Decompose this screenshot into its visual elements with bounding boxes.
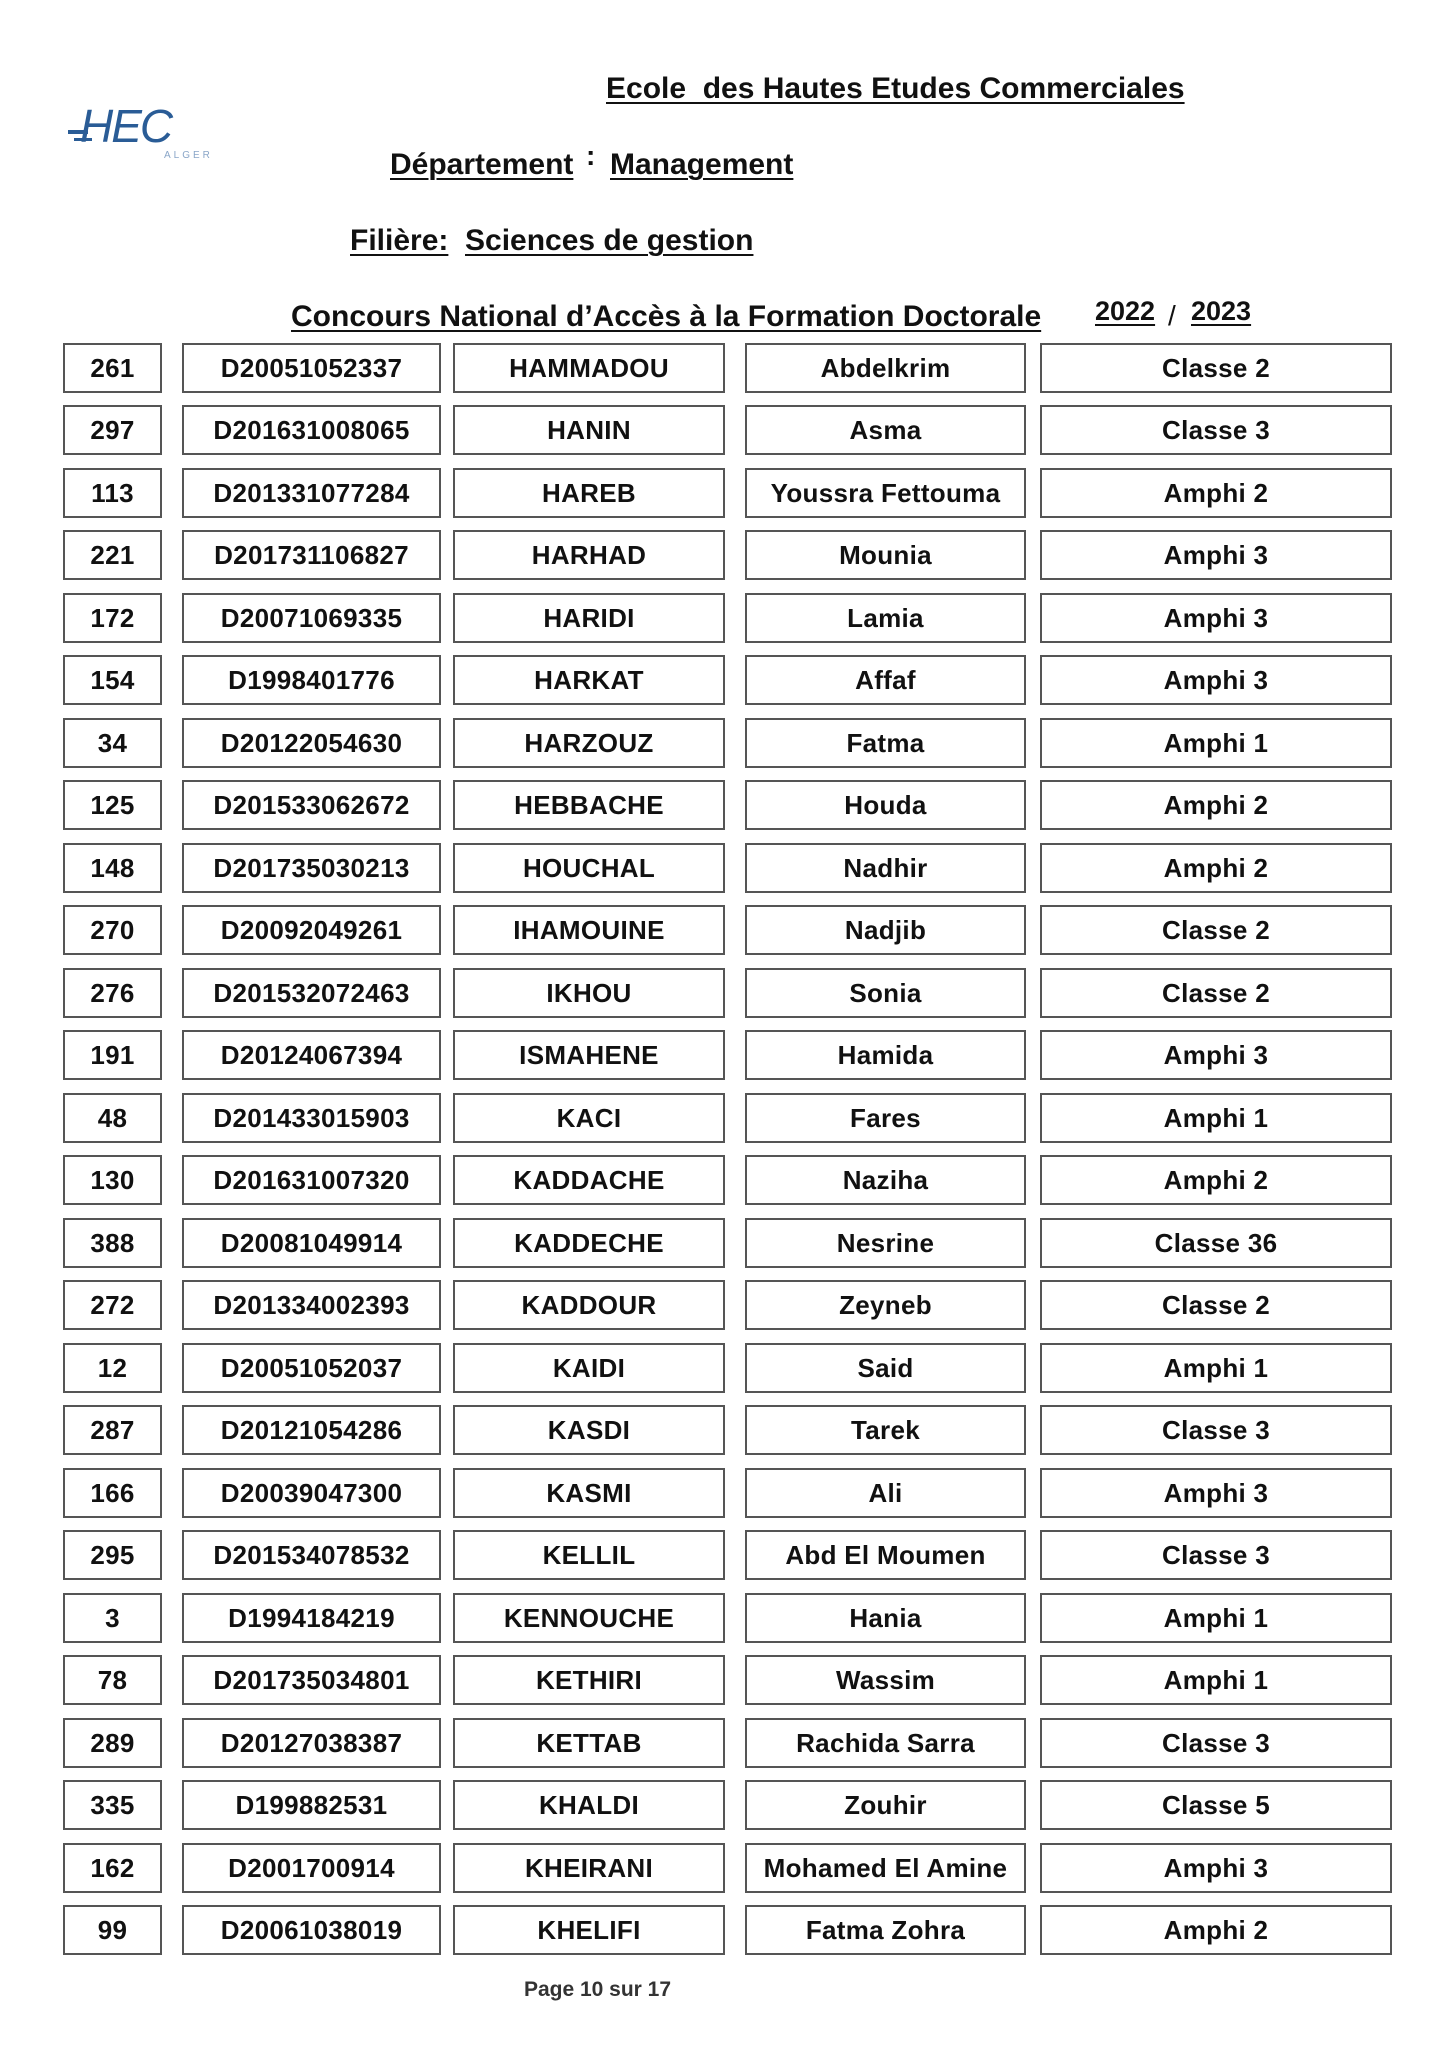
table-row [0,1718,1447,1768]
candidate-id-cell: D201532072463 [182,968,441,1018]
last-name-cell: KHELIFI [453,1905,725,1955]
row-number-cell: 191 [63,1030,162,1080]
first-name-cell: Ali [745,1468,1026,1518]
filiere-value: Sciences de gestion [465,224,754,257]
room-cell: Amphi 1 [1040,1593,1392,1643]
candidate-id-cell: D201533062672 [182,780,441,830]
candidate-id-cell: D201731106827 [182,530,441,580]
table-row [0,718,1447,768]
candidate-id-cell: D201735030213 [182,843,441,893]
room-cell: Amphi 2 [1040,843,1392,893]
table-row [0,843,1447,893]
concours-title: Concours National d’Accès à la Formation Doctorale [291,300,1042,333]
room-cell: Amphi 1 [1040,1093,1392,1143]
row-number-cell: 99 [63,1905,162,1955]
room-cell: Amphi 3 [1040,1030,1392,1080]
department-colon: : [586,140,596,171]
table-row [0,1468,1447,1518]
room-cell: Classe 3 [1040,1718,1392,1768]
candidate-id-cell: D20071069335 [182,593,441,643]
first-name-cell: Abd El Moumen [745,1530,1026,1580]
table-row [0,968,1447,1018]
table-row [0,1530,1447,1580]
candidate-id-cell: D201331077284 [182,468,441,518]
table-row [0,1905,1447,1955]
room-cell: Classe 3 [1040,1405,1392,1455]
row-number-cell: 270 [63,905,162,955]
table-row [0,1218,1447,1268]
last-name-cell: HOUCHAL [453,843,725,893]
logo-subtext: ALGER [164,150,213,161]
last-name-cell: KHEIRANI [453,1843,725,1893]
last-name-cell: KADDECHE [453,1218,725,1268]
candidate-id-cell: D20081049914 [182,1218,441,1268]
first-name-cell: Naziha [745,1155,1026,1205]
first-name-cell: Lamia [745,593,1026,643]
table-row [0,1843,1447,1893]
table-row [0,593,1447,643]
row-number-cell: 276 [63,968,162,1018]
row-number-cell: 154 [63,655,162,705]
candidate-id-cell: D2001700914 [182,1843,441,1893]
first-name-cell: Mounia [745,530,1026,580]
school-name: Ecole des Hautes Etudes Commerciales [606,72,1185,105]
candidate-id-cell: D20124067394 [182,1030,441,1080]
row-number-cell: 12 [63,1343,162,1393]
room-cell: Classe 3 [1040,1530,1392,1580]
row-number-cell: 113 [63,468,162,518]
last-name-cell: IHAMOUINE [453,905,725,955]
svg-text:HEC: HEC [80,100,172,152]
first-name-cell: Abdelkrim [745,343,1026,393]
room-cell: Classe 36 [1040,1218,1392,1268]
first-name-cell: Asma [745,405,1026,455]
room-cell: Classe 2 [1040,968,1392,1018]
candidate-id-cell: D201631007320 [182,1155,441,1205]
last-name-cell: KELLIL [453,1530,725,1580]
year-separator: / [1168,300,1176,331]
candidate-id-cell: D20092049261 [182,905,441,955]
last-name-cell: HARKAT [453,655,725,705]
last-name-cell: HARIDI [453,593,725,643]
last-name-cell: KENNOUCHE [453,1593,725,1643]
room-cell: Amphi 1 [1040,1343,1392,1393]
row-number-cell: 335 [63,1780,162,1830]
department-label: Département [390,148,574,181]
last-name-cell: KAIDI [453,1343,725,1393]
first-name-cell: Hamida [745,1030,1026,1080]
first-name-cell: Fatma [745,718,1026,768]
table-row [0,1280,1447,1330]
room-cell: Classe 2 [1040,1280,1392,1330]
last-name-cell: HEBBACHE [453,780,725,830]
last-name-cell: KADDACHE [453,1155,725,1205]
last-name-cell: HAMMADOU [453,343,725,393]
table-row [0,655,1447,705]
last-name-cell: KHALDI [453,1780,725,1830]
room-cell: Amphi 2 [1040,468,1392,518]
candidate-id-cell: D201735034801 [182,1655,441,1705]
last-name-cell: HARZOUZ [453,718,725,768]
candidate-id-cell: D20061038019 [182,1905,441,1955]
room-cell: Amphi 3 [1040,655,1392,705]
table-row [0,1030,1447,1080]
candidate-id-cell: D1998401776 [182,655,441,705]
row-number-cell: 162 [63,1843,162,1893]
page-number: Page 10 sur 17 [523,1978,672,2001]
room-cell: Amphi 3 [1040,593,1392,643]
first-name-cell: Tarek [745,1405,1026,1455]
first-name-cell: Youssra Fettouma [745,468,1026,518]
candidate-id-cell: D201433015903 [182,1093,441,1143]
first-name-cell: Fares [745,1093,1026,1143]
row-number-cell: 388 [63,1218,162,1268]
room-cell: Amphi 3 [1040,1468,1392,1518]
first-name-cell: Said [745,1343,1026,1393]
row-number-cell: 78 [63,1655,162,1705]
table-row [0,1780,1447,1830]
last-name-cell: KASMI [453,1468,725,1518]
hec-logo [68,100,236,162]
last-name-cell: IKHOU [453,968,725,1018]
room-cell: Amphi 2 [1040,1905,1392,1955]
candidate-id-cell: D20122054630 [182,718,441,768]
candidate-id-cell: D201334002393 [182,1280,441,1330]
row-number-cell: 295 [63,1530,162,1580]
last-name-cell: KADDOUR [453,1280,725,1330]
room-cell: Classe 5 [1040,1780,1392,1830]
candidate-id-cell: D20051052337 [182,343,441,393]
row-number-cell: 34 [63,718,162,768]
first-name-cell: Mohamed El Amine [745,1843,1026,1893]
last-name-cell: KACI [453,1093,725,1143]
row-number-cell: 148 [63,843,162,893]
first-name-cell: Rachida Sarra [745,1718,1026,1768]
first-name-cell: Hania [745,1593,1026,1643]
first-name-cell: Affaf [745,655,1026,705]
room-cell: Classe 2 [1040,343,1392,393]
last-name-cell: KASDI [453,1405,725,1455]
last-name-cell: HAREB [453,468,725,518]
row-number-cell: 172 [63,593,162,643]
room-cell: Amphi 1 [1040,718,1392,768]
room-cell: Amphi 3 [1040,1843,1392,1893]
row-number-cell: 297 [63,405,162,455]
table-row [0,530,1447,580]
table-row [0,405,1447,455]
first-name-cell: Wassim [745,1655,1026,1705]
last-name-cell: ISMAHENE [453,1030,725,1080]
table-row [0,1343,1447,1393]
last-name-cell: HARHAD [453,530,725,580]
candidate-id-cell: D20121054286 [182,1405,441,1455]
room-cell: Classe 3 [1040,405,1392,455]
candidate-id-cell: D20039047300 [182,1468,441,1518]
table-row [0,468,1447,518]
first-name-cell: Nesrine [745,1218,1026,1268]
row-number-cell: 3 [63,1593,162,1643]
table-row [0,343,1447,393]
candidate-id-cell: D199882531 [182,1780,441,1830]
candidate-id-cell: D20051052037 [182,1343,441,1393]
candidate-id-cell: D201631008065 [182,405,441,455]
table-row [0,905,1447,955]
row-number-cell: 272 [63,1280,162,1330]
candidate-id-cell: D1994184219 [182,1593,441,1643]
room-cell: Amphi 2 [1040,780,1392,830]
row-number-cell: 221 [63,530,162,580]
room-cell: Classe 2 [1040,905,1392,955]
row-number-cell: 48 [63,1093,162,1143]
first-name-cell: Fatma Zohra [745,1905,1026,1955]
candidate-id-cell: D201534078532 [182,1530,441,1580]
table-row [0,1593,1447,1643]
row-number-cell: 125 [63,780,162,830]
filiere-label: Filière: [350,224,449,257]
last-name-cell: HANIN [453,405,725,455]
candidate-id-cell: D20127038387 [182,1718,441,1768]
first-name-cell: Sonia [745,968,1026,1018]
department-value: Management [610,148,794,181]
row-number-cell: 261 [63,343,162,393]
first-name-cell: Zeyneb [745,1280,1026,1330]
first-name-cell: Nadhir [745,843,1026,893]
first-name-cell: Nadjib [745,905,1026,955]
room-cell: Amphi 3 [1040,530,1392,580]
first-name-cell: Houda [745,780,1026,830]
year-start: 2022 [1095,296,1156,326]
room-cell: Amphi 1 [1040,1655,1392,1705]
table-row [0,1405,1447,1455]
year-end: 2023 [1191,296,1252,326]
table-row [0,780,1447,830]
table-row [0,1655,1447,1705]
row-number-cell: 166 [63,1468,162,1518]
table-row [0,1093,1447,1143]
last-name-cell: KETTAB [453,1718,725,1768]
last-name-cell: KETHIRI [453,1655,725,1705]
table-row [0,1155,1447,1205]
first-name-cell: Zouhir [745,1780,1026,1830]
row-number-cell: 289 [63,1718,162,1768]
row-number-cell: 130 [63,1155,162,1205]
room-cell: Amphi 2 [1040,1155,1392,1205]
row-number-cell: 287 [63,1405,162,1455]
